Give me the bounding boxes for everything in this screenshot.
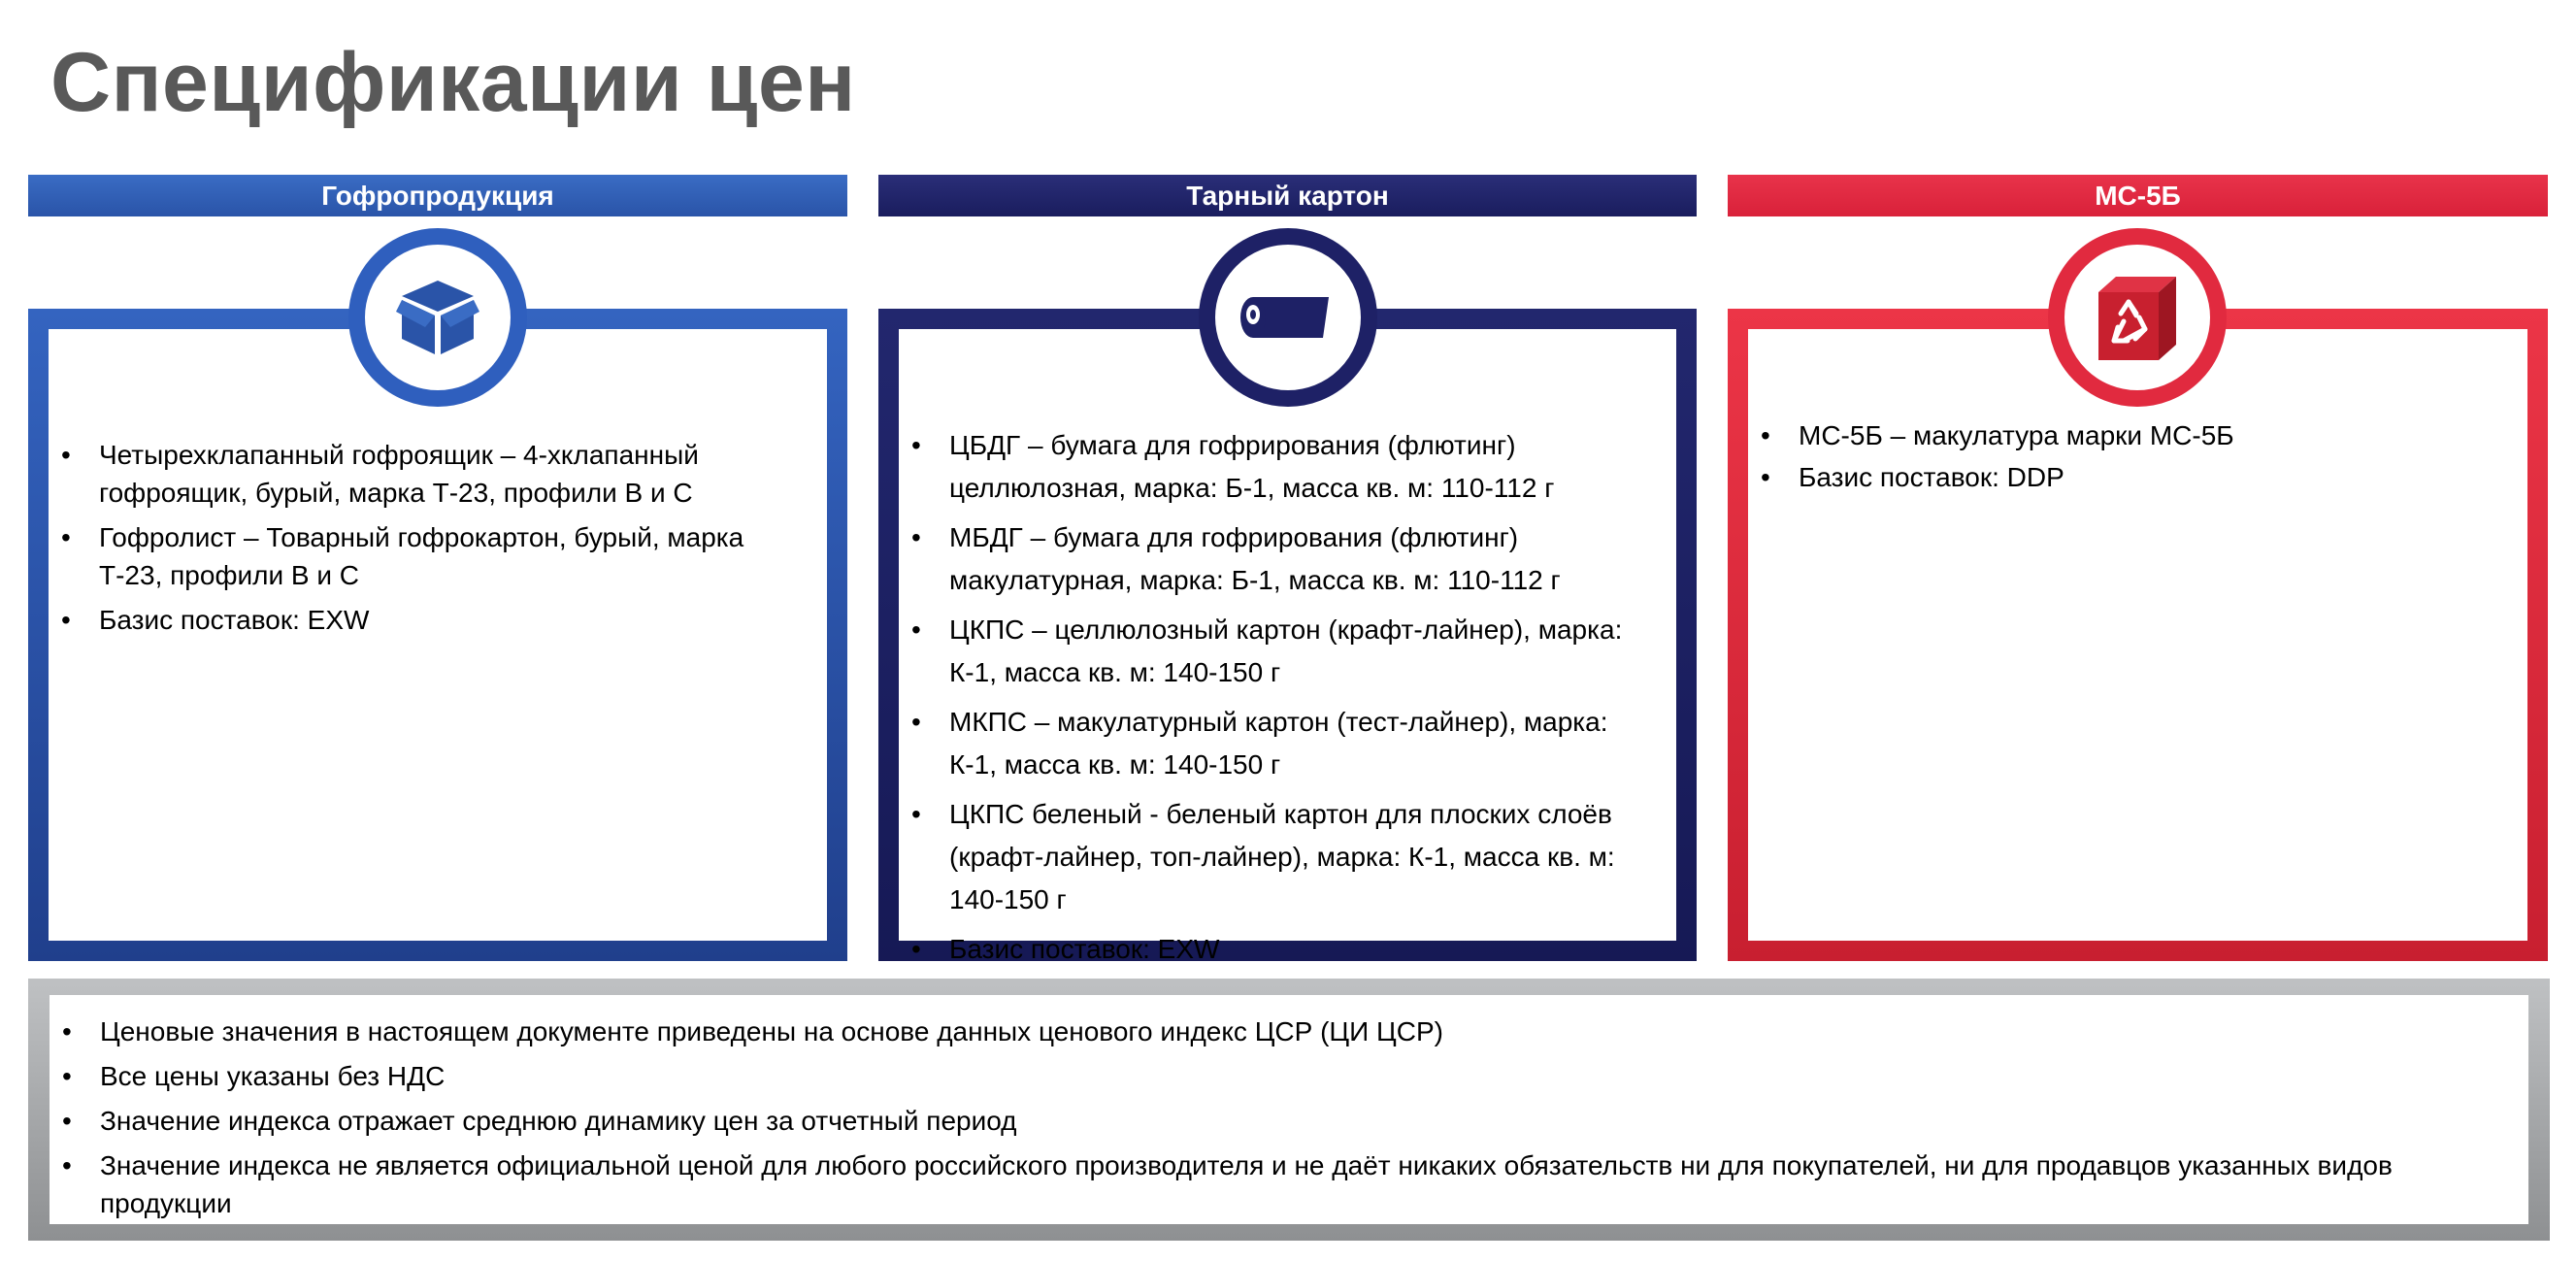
- list-item: • Базис поставок: EXW: [899, 928, 1647, 971]
- list-item: • ЦБДГ – бумага для гофрирования (флютинг) целлюлозная, марка: Б-1, масса кв. м: 110-112 г: [899, 424, 1647, 510]
- karton-list: [899, 329, 1676, 971]
- list-item: • Все цены указаны без НДС: [50, 1057, 2490, 1095]
- list-item: • Четырехклапанный гофроящик – 4-хклапанный гофроящик, бурый, марка Т-23, профили В и С: [49, 436, 798, 512]
- list-item: • МКПС – макулатурный картон (тест-лайнер), марка: К-1, масса кв. м: 140-150 г: [899, 701, 1647, 786]
- box-icon: [348, 228, 527, 407]
- column-header-gofro: Гофропродукция: [28, 175, 847, 216]
- footer-notes-panel: [28, 979, 2550, 1241]
- list-item: • Значение индекса отражает среднюю динамику цен за отчетный период: [50, 1102, 2490, 1140]
- list-item: • ЦКПС беленый - беленый картон для плоских слоёв (крафт-лайнер, топ-лайнер), марка: К-1, масса кв. м: 140-150 г: [899, 793, 1647, 921]
- list-item: • Гофролист – Товарный гофрокартон, бурый, марка Т-23, профили В и С: [49, 518, 798, 594]
- column-header-ms5b: МС-5Б: [1728, 175, 2548, 216]
- paper-roll-icon: [1199, 228, 1377, 407]
- footer-list: [50, 1013, 2528, 1222]
- column-header-karton: Тарный картон: [878, 175, 1697, 216]
- list-item: • МБДГ – бумага для гофрирования (флютинг) макулатурная, марка: Б-1, масса кв. м: 110-112 г: [899, 516, 1647, 602]
- list-item: • Ценовые значения в настоящем документе приведены на основе данных ценового индекс ЦСР (ЦИ ЦСР): [50, 1013, 2490, 1050]
- list-item: • Значение индекса не является официальной ценой для любого российского производителя и не даёт никаких обязательств ни для покупателей, ни для продавцов указанных видов продукции: [50, 1146, 2490, 1222]
- list-item: • Базис поставок: DDP: [1748, 460, 2498, 495]
- list-item: • МС-5Б – макулатура марки МС-5Б: [1748, 418, 2498, 453]
- recycle-box-icon: [2048, 228, 2227, 407]
- list-item: • Базис поставок: EXW: [49, 601, 798, 639]
- page-title: Спецификации цен: [50, 36, 856, 129]
- list-item: • ЦКПС – целлюлозный картон (крафт-лайнер), марка: К-1, масса кв. м: 140-150 г: [899, 609, 1647, 694]
